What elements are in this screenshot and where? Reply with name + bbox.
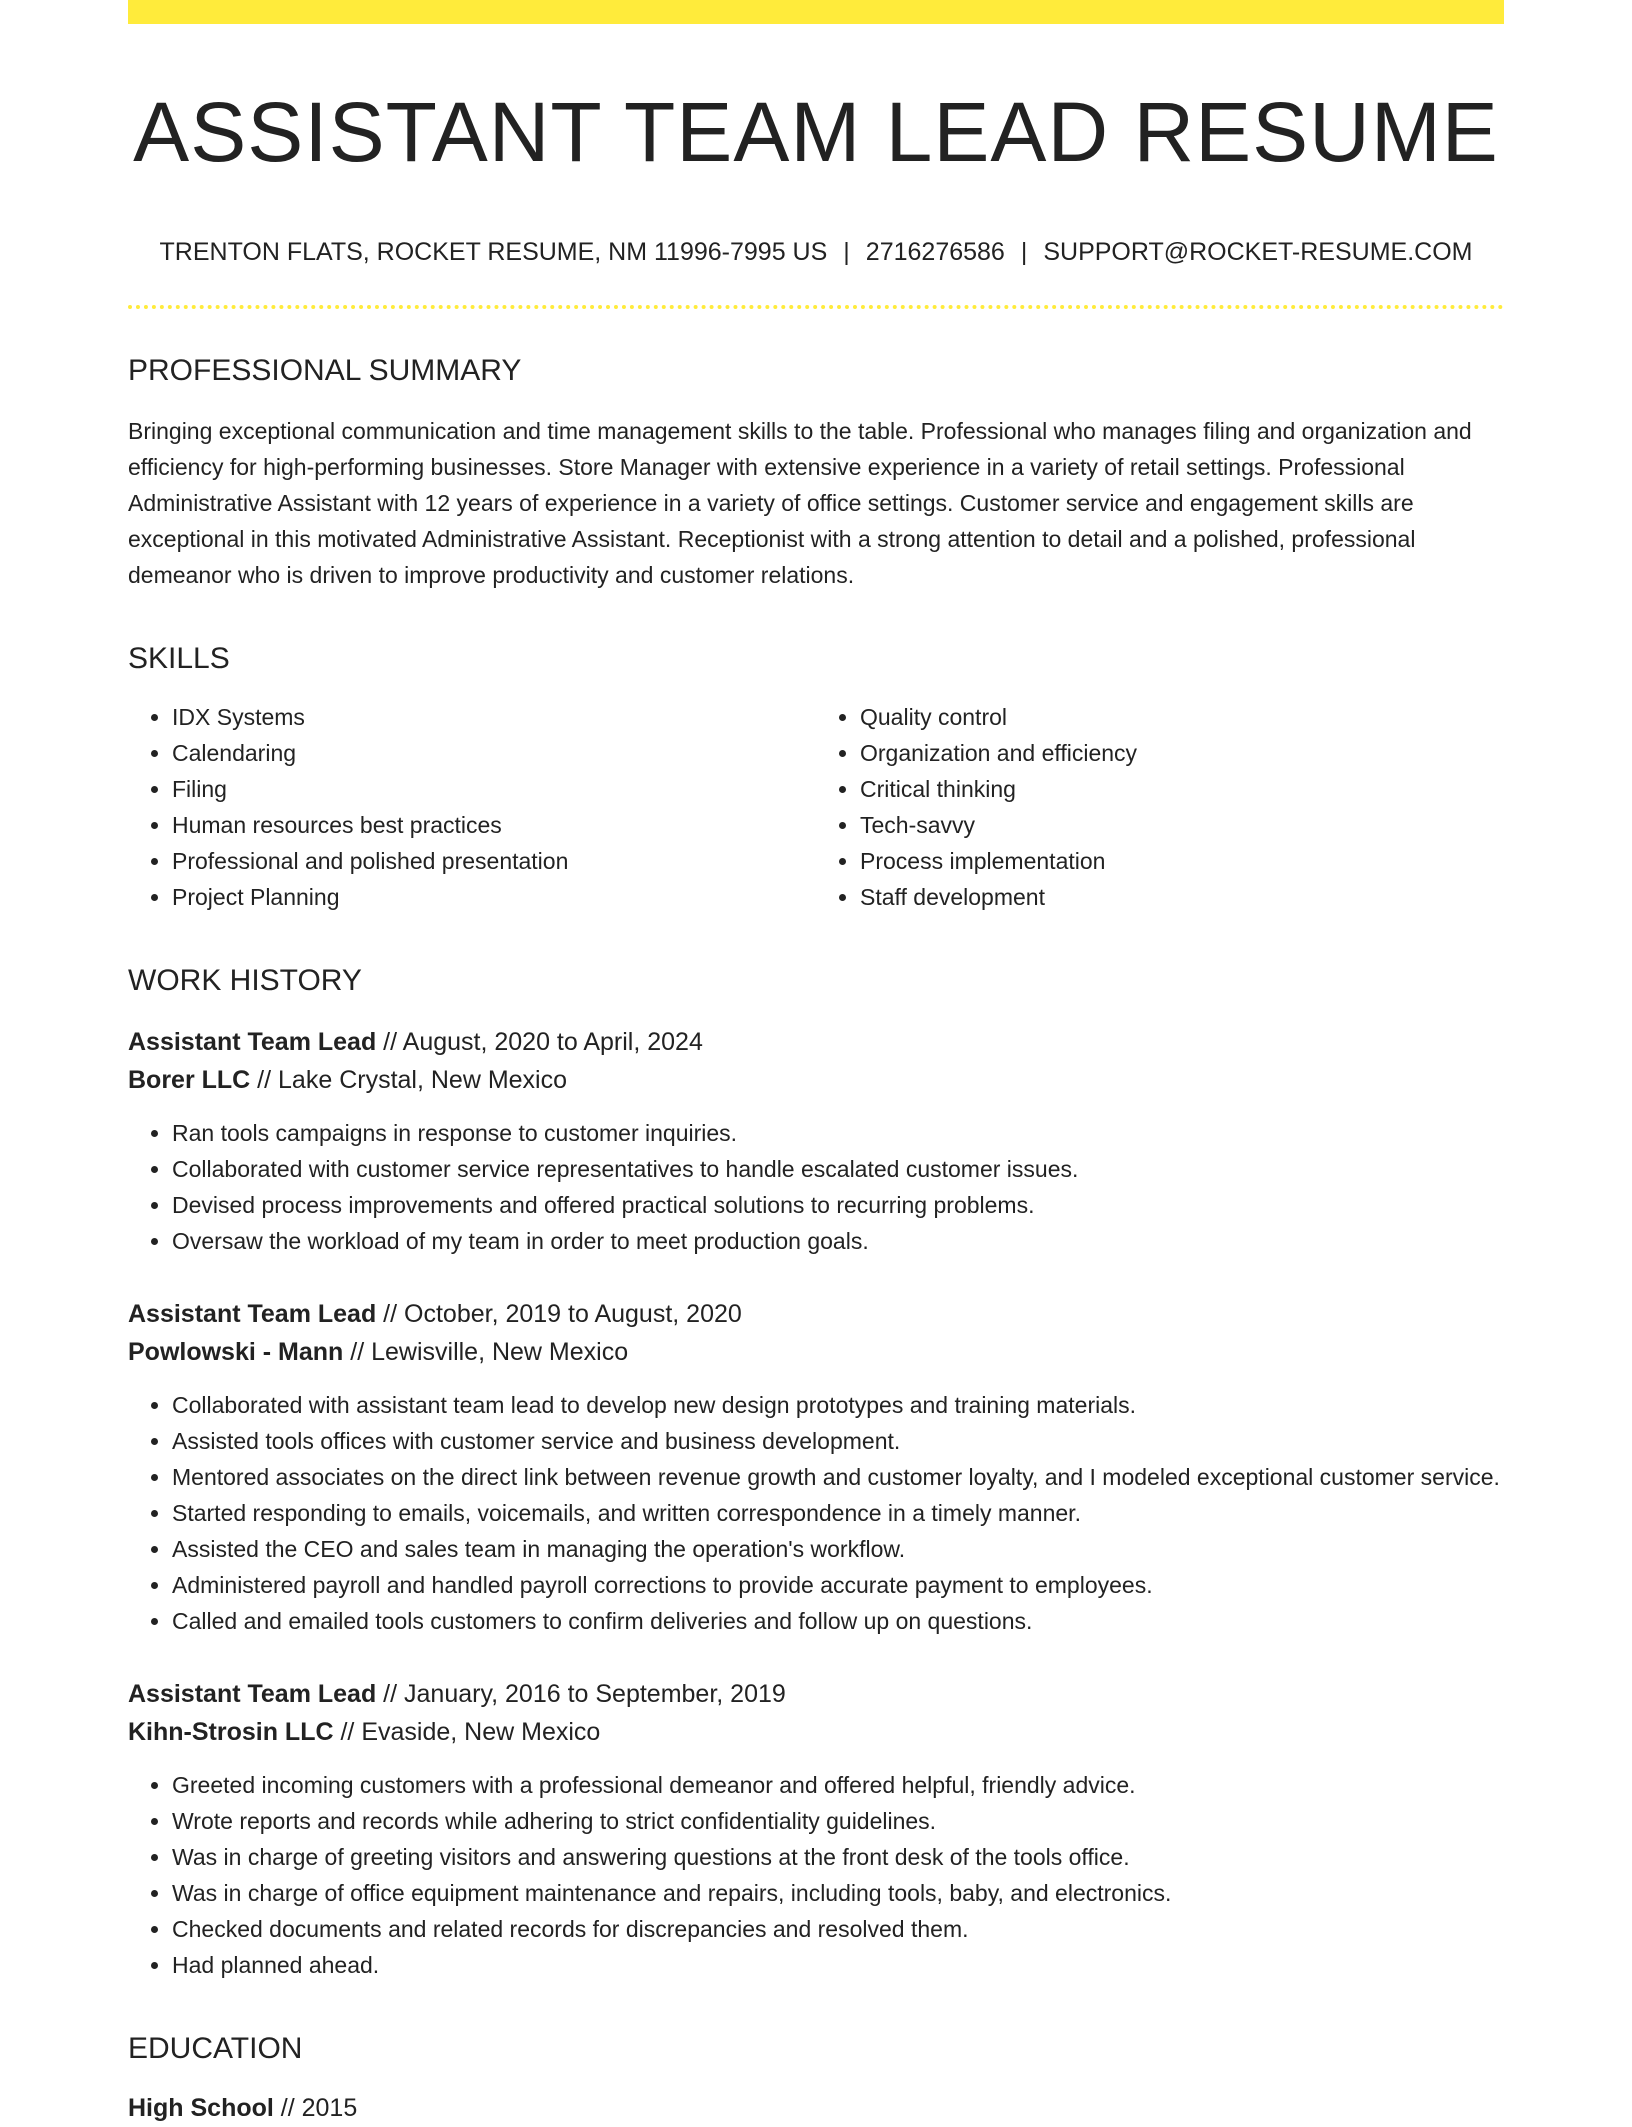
job-company-line [128, 1061, 1504, 1099]
resume-title: ASSISTANT TEAM LEAD RESUME [133, 85, 1499, 179]
job-duty: • Collaborated with customer service representatives to handle escalated customer issues. [172, 1151, 1504, 1187]
education-degree: High School [128, 2093, 274, 2122]
job-duty: • Greeted incoming customers with a professional demeanor and offered helpful, friendly advice. [172, 1767, 1504, 1803]
education-separator: // [273, 2093, 302, 2122]
skill-item: • Critical thinking [860, 771, 1504, 807]
skills-list [128, 699, 1504, 915]
job-company: Powlowski - Mann [128, 1337, 344, 1366]
job-dates: August, 2020 to April, 2024 [402, 1027, 703, 1056]
skill-item: • Calendaring [172, 735, 816, 771]
skill-item: • Quality control [860, 699, 1504, 735]
job-separator: // [376, 1027, 403, 1056]
job-separator: // [376, 1299, 405, 1328]
job-location: Lewisville, New Mexico [371, 1337, 629, 1366]
job-entry [128, 1295, 1504, 1639]
skill-item: • IDX Systems [172, 699, 816, 735]
skills-column-left [128, 699, 816, 915]
job-entry [128, 1675, 1504, 1983]
job-entry [128, 1023, 1504, 1259]
contact-phone: 2716276586 [865, 237, 1005, 266]
skill-item: • Organization and efficiency [860, 735, 1504, 771]
job-duty: • Started responding to emails, voicemails, and written correspondence in a timely manner. [172, 1495, 1504, 1531]
job-duty: • Ran tools campaigns in response to customer inquiries. [172, 1115, 1504, 1151]
job-duty: • Collaborated with assistant team lead to develop new design prototypes and training materials. [172, 1387, 1504, 1423]
job-separator: // [376, 1679, 405, 1708]
education-heading: EDUCATION [128, 2031, 303, 2065]
education-entry [128, 2089, 1504, 2127]
work-history-heading: WORK HISTORY [128, 963, 362, 997]
dotted-divider [128, 305, 1504, 309]
skill-item: • Project Planning [172, 879, 816, 915]
job-duties [128, 1387, 1504, 1639]
job-duty: • Mentored associates on the direct link between revenue growth and customer loyalty, and I modeled exceptional customer service. [172, 1459, 1504, 1495]
contact-line [128, 237, 1504, 267]
job-duty: • Checked documents and related records for discrepancies and resolved them. [172, 1911, 1504, 1947]
job-separator: // [250, 1065, 279, 1094]
job-company: Borer LLC [128, 1065, 251, 1094]
job-duty: • Devised process improvements and offered practical solutions to recurring problems. [172, 1187, 1504, 1223]
job-company-line [128, 1333, 1504, 1371]
job-company-line [128, 1713, 1504, 1751]
job-duty: • Assisted tools offices with customer service and business development. [172, 1423, 1504, 1459]
skill-item: • Process implementation [860, 843, 1504, 879]
job-title-line [128, 1295, 1504, 1333]
job-role: Assistant Team Lead [128, 1027, 377, 1056]
skill-item: • Professional and polished presentation [172, 843, 816, 879]
job-duties [128, 1115, 1504, 1259]
contact-address: TRENTON FLATS, ROCKET RESUME, NM 11996-7995 US [159, 237, 828, 266]
job-separator: // [343, 1337, 372, 1366]
job-location: Evaside, New Mexico [361, 1717, 601, 1746]
job-duty: • Called and emailed tools customers to confirm deliveries and follow up on questions. [172, 1603, 1504, 1639]
job-dates: October, 2019 to August, 2020 [404, 1299, 742, 1328]
contact-separator: | [1020, 237, 1028, 266]
skill-item: • Tech-savvy [860, 807, 1504, 843]
job-company: Kihn-Strosin LLC [128, 1717, 334, 1746]
job-location: Lake Crystal, New Mexico [278, 1065, 568, 1094]
summary-text: Bringing exceptional communication and time management skills to the table. Professional who manages filing and organization and efficiency for high-performing businesses. Store Manager with extensive experience in a variety of retail settings. Professional Administrative Assistant with 12 years of experience in a variety of office settings. Customer service and engagement skills are exceptional in this motivated Administrative Assistant. Receptionist with a strong attention to detail and a polished, professional demeanor who is driven to improve productivity and customer relations. [128, 417, 1472, 588]
job-duty: • Oversaw the workload of my team in order to meet production goals. [172, 1223, 1504, 1259]
job-dates: January, 2016 to September, 2019 [404, 1679, 786, 1708]
resume-page [128, 0, 1504, 2127]
job-title-line [128, 1675, 1504, 1713]
job-role: Assistant Team Lead [128, 1679, 377, 1708]
job-separator: // [333, 1717, 362, 1746]
job-duty: • Was in charge of office equipment maintenance and repairs, including tools, baby, and electronics. [172, 1875, 1504, 1911]
job-duties [128, 1767, 1504, 1983]
skill-item: • Staff development [860, 879, 1504, 915]
education-year: 2015 [301, 2093, 358, 2122]
job-duty: • Assisted the CEO and sales team in managing the operation's workflow. [172, 1531, 1504, 1567]
job-duty: • Administered payroll and handled payroll corrections to provide accurate payment to employees. [172, 1567, 1504, 1603]
contact-email: SUPPORT@ROCKET-RESUME.COM [1043, 237, 1473, 266]
job-title-line [128, 1023, 1504, 1061]
contact-separator: | [843, 237, 850, 266]
skills-column-right [816, 699, 1504, 915]
job-duty: • Was in charge of greeting visitors and answering questions at the front desk of the tools office. [172, 1839, 1504, 1875]
job-duty: • Wrote reports and records while adhering to strict confidentiality guidelines. [172, 1803, 1504, 1839]
accent-bar [128, 0, 1504, 24]
summary-heading: PROFESSIONAL SUMMARY [128, 353, 522, 387]
job-duty: • Had planned ahead. [172, 1947, 1504, 1983]
skill-item: • Filing [172, 771, 816, 807]
skills-heading: SKILLS [128, 641, 230, 675]
skill-item: • Human resources best practices [172, 807, 816, 843]
job-role: Assistant Team Lead [128, 1299, 377, 1328]
